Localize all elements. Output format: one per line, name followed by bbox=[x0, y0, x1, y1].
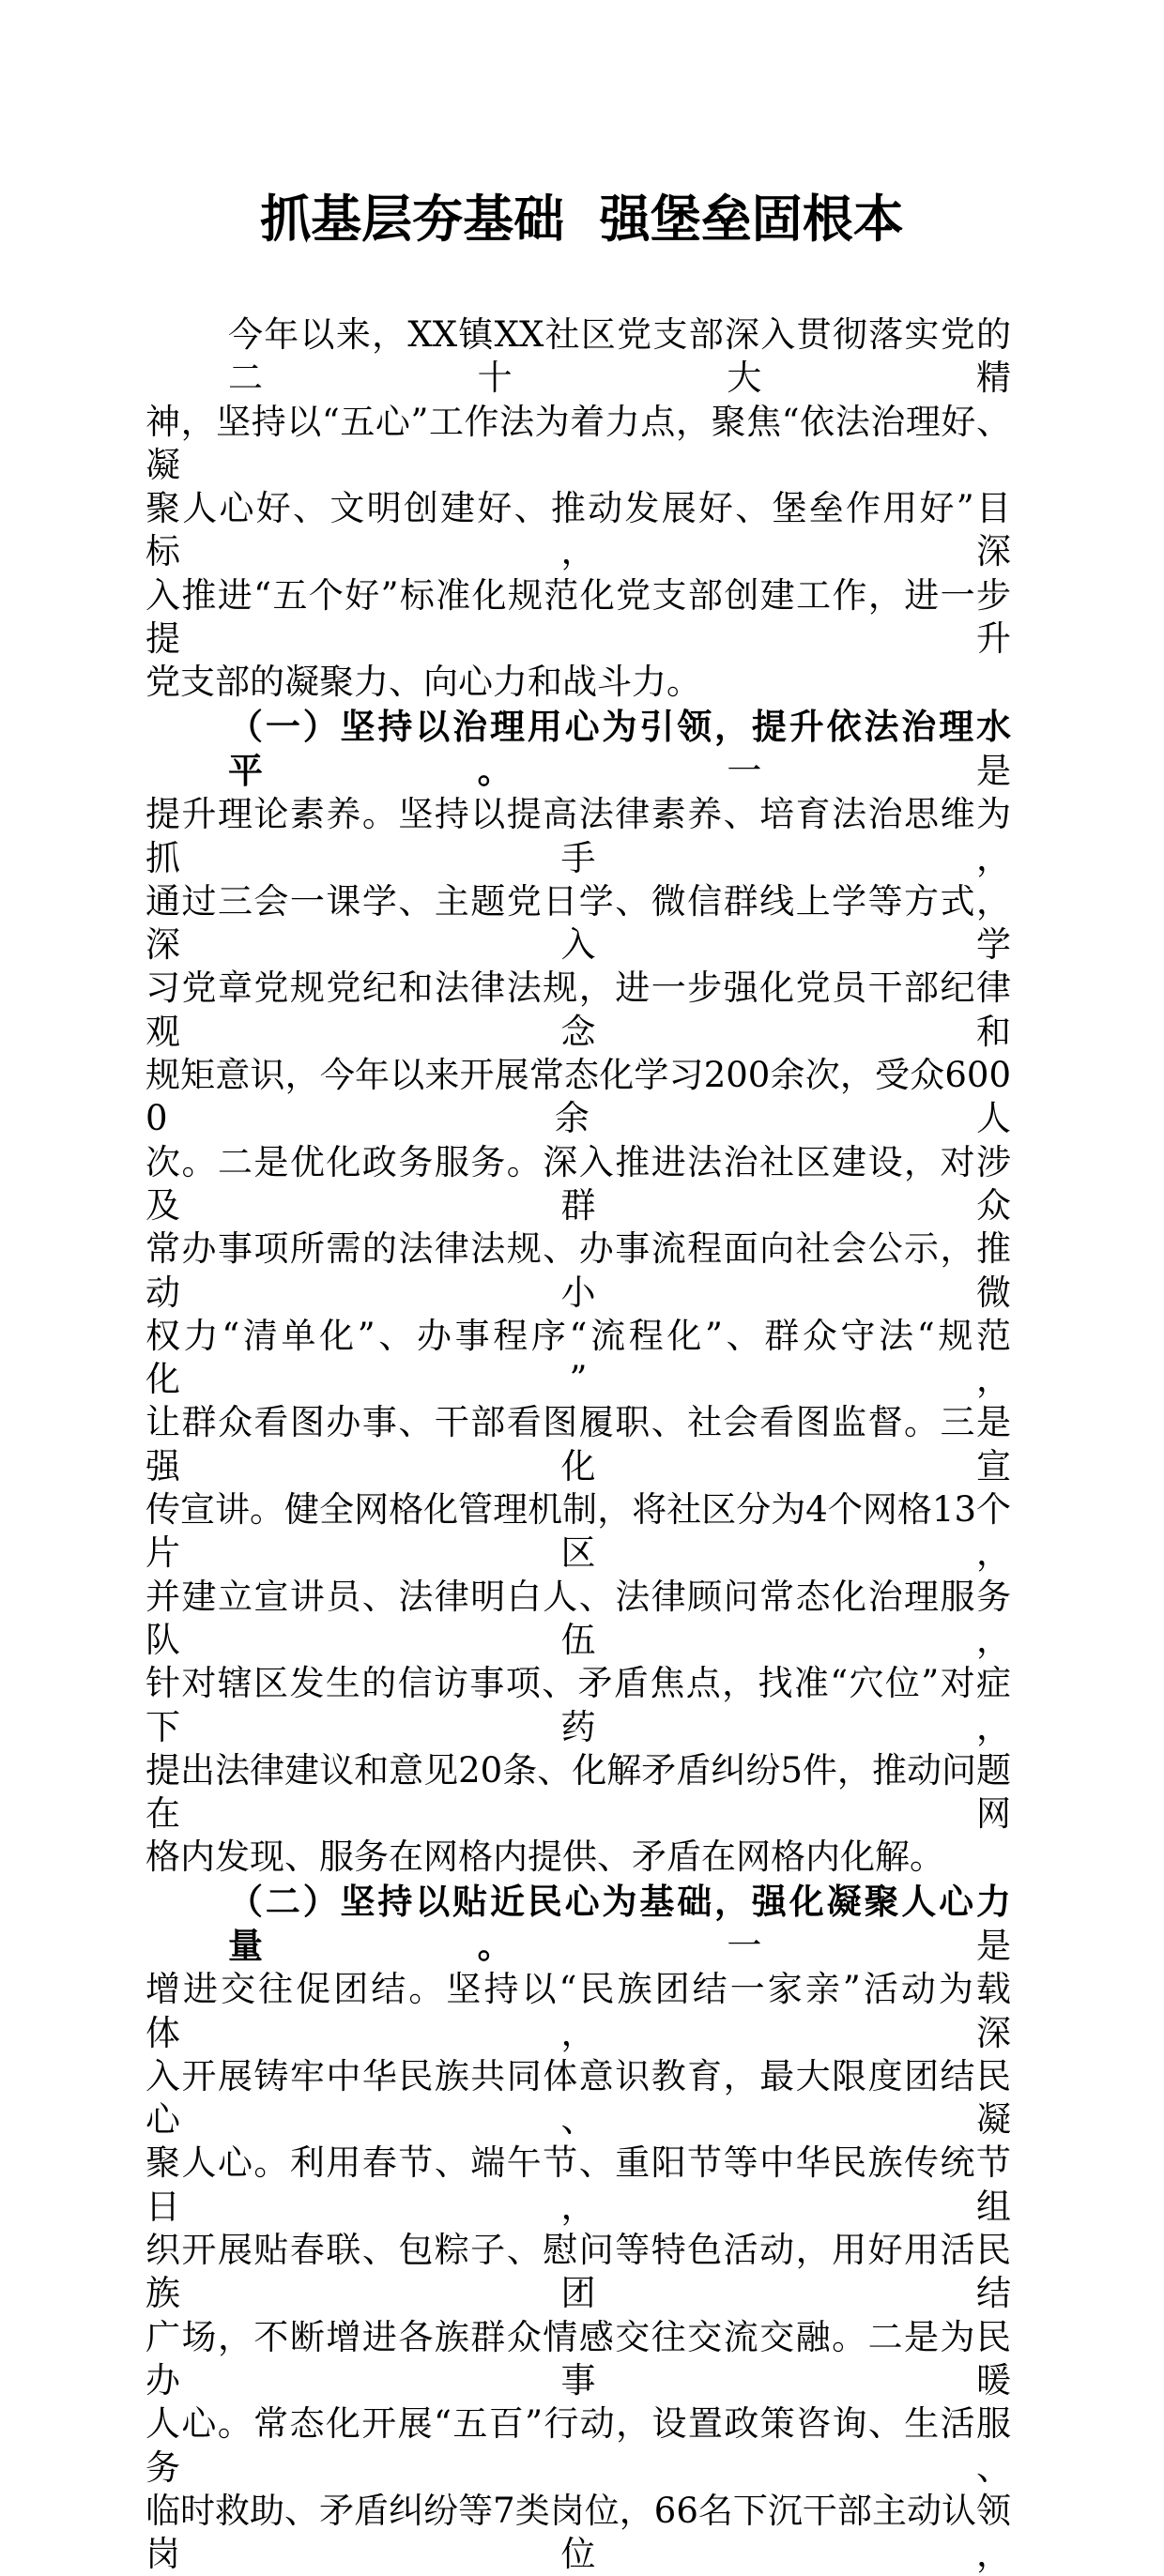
document-body bbox=[146, 313, 1011, 2576]
text-line: 入推进“五个好”标准化规范化党支部创建工作，进一步提升 bbox=[146, 574, 1011, 660]
text-line: 通过三会一课学、主题党日学、微信群线上学等方式，深入学 bbox=[146, 880, 1011, 966]
text-line: 规矩意识，今年以来开展常态化学习200余次，受众6000余人 bbox=[146, 1055, 1011, 1139]
text-line: 权力“清单化”、办事程序“流程化”、群众守法“规范化”， bbox=[146, 1315, 1011, 1400]
text-line: 广场，不断增进各族群众情感交往交流交融。二是为民办事暖 bbox=[146, 2316, 1011, 2401]
section-heading-line bbox=[146, 705, 1011, 794]
paragraph bbox=[146, 313, 1011, 705]
text-line: 常办事项所需的法律法规、办事流程面向社会公示，推动小微 bbox=[146, 1228, 1011, 1313]
text-line: 格内发现、服务在网格内提供、矛盾在网格内化解。 bbox=[146, 1837, 944, 1878]
text-line: 神，坚持以“五心”工作法为着力点，聚焦“依法治理好、凝 bbox=[146, 401, 1011, 485]
text-line: 增进交往促团结。坚持以“民族团结一家亲”活动为载体，深 bbox=[146, 1969, 1011, 2053]
paragraph bbox=[146, 1880, 1011, 2576]
paragraph-text: 一是 bbox=[727, 750, 1012, 791]
text-line: 人心。常态化开展“五百”行动，设置政策咨询、生活服务、 bbox=[146, 2403, 1011, 2488]
text-line: 聚人心。利用春节、端午节、重阳节等中华民族传统节日，组 bbox=[146, 2142, 1011, 2227]
text-line: 让群众看图办事、干部看图履职、社会看图监督。三是强化宣 bbox=[146, 1402, 1011, 1486]
section-heading: （一）坚持以治理用心为引领，提升依法治理水平。 bbox=[228, 705, 1011, 791]
text-line: 入开展铸牢中华民族共同体意识教育，最大限度团结民心、凝 bbox=[146, 2055, 1011, 2141]
document-title: 抓基层夯基础 强堡垒固根本 bbox=[260, 189, 904, 249]
text-line: 并建立宣讲员、法律明白人、法律顾问常态化治理服务队伍， bbox=[146, 1576, 1011, 1660]
section-heading: （二）坚持以贴近民心为基础，强化凝聚人心力量。 bbox=[228, 1880, 1011, 1966]
text-line: 次。二是优化政务服务。深入推进法治社区建设，对涉及群众 bbox=[146, 1141, 1011, 1226]
text-line: 织开展贴春联、包粽子、慰问等特色活动，用好用活民族团结 bbox=[146, 2230, 1011, 2314]
text-line: 今年以来，XX镇XX社区党支部深入贯彻落实党的二十大精 bbox=[228, 314, 1011, 399]
text-line: 临时救助、矛盾纠纷等7类岗位，66名下沉干部主动认领岗位， bbox=[146, 2490, 1011, 2575]
text-line: 针对辖区发生的信访事项、矛盾焦点，找准“穴位”对症下药， bbox=[146, 1663, 1011, 1747]
paragraph-text: 一是 bbox=[727, 1925, 1012, 1966]
text-line: 提升理论素养。坚持以提高法律素养、培育法治思维为抓手， bbox=[146, 794, 1011, 878]
text-line: 提出法律建议和意见20条、化解矛盾纠纷5件，推动问题在网 bbox=[146, 1749, 1011, 1835]
text-line: 党支部的凝聚力、向心力和战斗力。 bbox=[146, 662, 701, 703]
section-heading-line bbox=[146, 1880, 1011, 1969]
text-line: 聚人心好、文明创建好、推动发展好、堡垒作用好”目标，深 bbox=[146, 488, 1011, 572]
text-line: 习党章党规党纪和法律法规，进一步强化党员干部纪律观念和 bbox=[146, 968, 1011, 1052]
text-line: 传宣讲。健全网格化管理机制，将社区分为4个网格13个片区， bbox=[146, 1489, 1011, 1574]
paragraph bbox=[146, 705, 1011, 1880]
